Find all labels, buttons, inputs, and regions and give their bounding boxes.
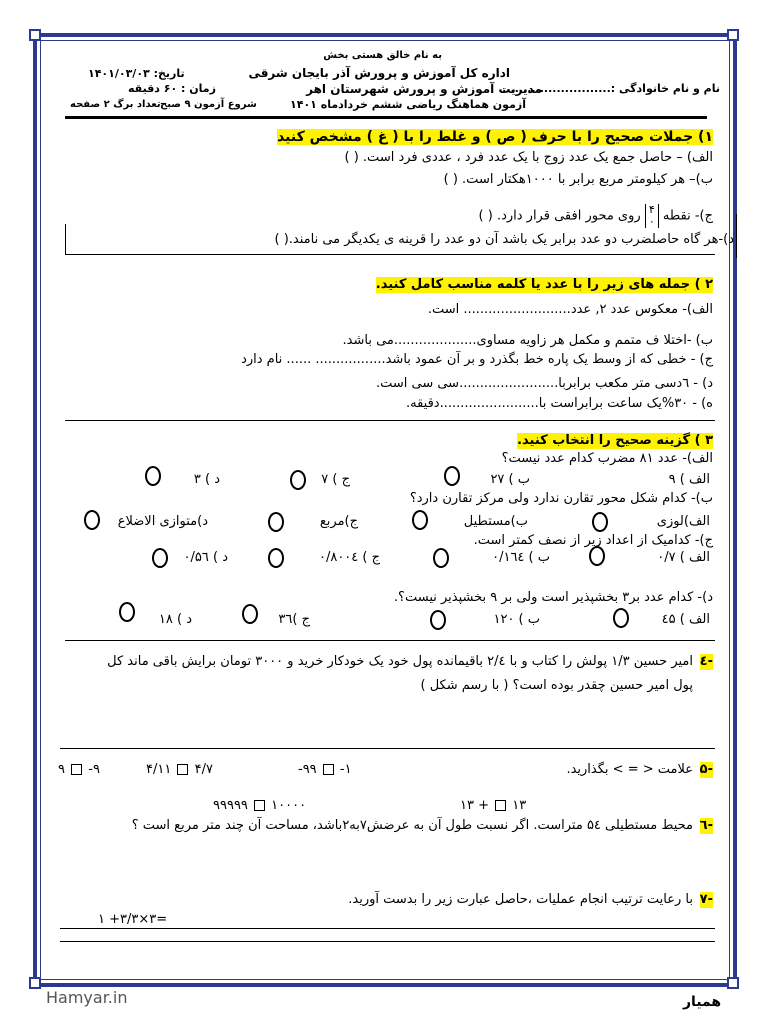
- answer-circle[interactable]: [589, 546, 605, 566]
- header-exam: آزمون هماهنگ ریاضی ششم خردادماه ۱۴۰۱: [290, 98, 526, 111]
- header-divider: [65, 116, 707, 119]
- border-corner: [29, 977, 41, 989]
- section-divider: [60, 941, 715, 942]
- header-start: شروع آزمون ۹ صبح: [160, 99, 257, 110]
- q2-title: ۲ ) جمله های زیر را با عدد یا کلمه مناسب کامل کنید.: [375, 277, 713, 292]
- q2-d: د) - ٦دسی متر مکعب برابربا........................سی سی است.: [375, 376, 713, 391]
- q3-c-question: ج)- کدامیک از اعداد زیر از نصف کمتر است.: [473, 533, 713, 548]
- q3-c-opt4: د ) ۰/۵٦: [183, 550, 228, 565]
- q2-c: ج) - خطی که از وسط یک پاره خط بگذرد و بر آن عمود باشد................. ...... نام دارد: [241, 352, 713, 367]
- answer-circle[interactable]: [145, 466, 161, 486]
- header-dept: اداره کل آموزش و پرورش آذر بایجان شرقی: [248, 66, 510, 80]
- answer-circle[interactable]: [290, 470, 306, 490]
- answer-circle[interactable]: [268, 512, 284, 532]
- point-vector: ۴ ۰: [645, 204, 659, 228]
- border-corner: [727, 29, 739, 41]
- q1-title: ۱) جملات صحیح را با حرف ( ص ) و غلط را با ( غ ) مشخص کنید: [277, 129, 713, 145]
- q3-d-opt2: ب ) ۱۲۰: [493, 612, 540, 627]
- answer-circle[interactable]: [433, 548, 449, 568]
- q1-d: د)-هر گاه حاصلضرب دو عدد برابر یک باشد آن دو عدد را قرینه ی یکدیگر می نامند.( ): [274, 232, 734, 247]
- q3-b-question: ب)- کدام شکل محور تقارن ندارد ولی مرکز تقارن دارد؟: [409, 491, 713, 506]
- q4-line1: امیر حسین ۱/۳ پولش را کتاب و با ۲/٤ باقیمانده پول خود یک خودکار خرید و ۳۰۰۰ تومان برایش باقی ماند کل: [107, 654, 693, 669]
- q3-b-opt1: الف)لوزی: [656, 514, 710, 529]
- q4-line2: پول امیر حسین چقدر بوده است؟ ( با رسم شکل ): [420, 678, 693, 693]
- header-management: مدیریت آموزش و پرورش شهرستان اهر: [306, 82, 542, 96]
- q3-b-opt2: ب)مستطیل: [463, 514, 528, 529]
- q2-a: الف)- معکوس عدد ۲, عدد.......................... است.: [427, 302, 713, 317]
- q3-c-opt1: الف ) ۰/۷: [657, 550, 710, 565]
- header-date: تاریخ: ۱۴۰۱/۰۳/۰۳: [88, 67, 185, 80]
- side-mark: [65, 224, 66, 254]
- q6-text: محیط مستطیلی ۵٤ متراست. اگر نسبت طول آن به عرضش۷به۲باشد، مساحت آن چند متر مربع است ؟: [131, 818, 693, 833]
- name-field: نام و نام خانوادگی :..........................: [502, 82, 720, 95]
- q5-item1: -۹۹ -۱: [298, 762, 352, 777]
- answer-circle[interactable]: [152, 548, 168, 568]
- q7-expression: ۱ +۳/۳×۳=: [98, 912, 168, 927]
- brand-logo-text: همیار: [683, 994, 722, 1010]
- answer-circle[interactable]: [119, 602, 135, 622]
- q3-a-opt1: الف ) ۹: [668, 472, 710, 487]
- section-divider: [65, 254, 715, 255]
- q5-item3: ۹ -۹: [58, 762, 100, 777]
- q5-item4: ۱۳ + ۱۳: [460, 798, 527, 813]
- q2-e: ه) - ۳۰%یک ساعت برابراست با........................دقیقه.: [405, 396, 713, 411]
- q3-a-opt3: ج ) ۷: [321, 472, 350, 487]
- q3-title: ۳ ) گزینه صحیح را انتخاب کنید.: [517, 433, 713, 448]
- header-pages: تعداد برگ ۲ صفحه: [70, 99, 161, 110]
- q3-a-opt2: ب ) ۲۷: [490, 472, 530, 487]
- border-corner: [727, 977, 739, 989]
- section-divider: [60, 928, 715, 929]
- q2-b: ب) -اختلا ف متمم و مکمل هر زاویه مساوی....................می باشد.: [342, 333, 713, 348]
- q3-a-opt4: د ) ۳: [193, 472, 220, 487]
- q3-d-question: د)- کدام عدد بر۳ بخشپذیر است ولی بر ۹ بخشپذیر نیست؟.: [393, 590, 713, 605]
- compare-box[interactable]: [323, 764, 334, 775]
- q5-number: -۵: [699, 762, 713, 777]
- answer-circle[interactable]: [412, 510, 428, 530]
- section-divider: [65, 640, 715, 641]
- q7-number: -۷: [699, 892, 713, 907]
- basmala: به نام خالق هستی بخش: [323, 50, 442, 61]
- q5-text: علامت < = > بگذارید.: [566, 762, 693, 777]
- q6-number: -٦: [699, 818, 713, 833]
- compare-box[interactable]: [495, 800, 506, 811]
- q5-item2: ۴/۱۱ ۴/۷: [146, 762, 213, 777]
- border-corner: [29, 29, 41, 41]
- answer-circle[interactable]: [268, 548, 284, 568]
- compare-box[interactable]: [254, 800, 265, 811]
- watermark: Hamyar.in: [46, 988, 128, 1007]
- answer-circle[interactable]: [430, 610, 446, 630]
- compare-box[interactable]: [71, 764, 82, 775]
- q3-d-opt1: الف ) ٤۵: [661, 612, 710, 627]
- section-divider: [60, 748, 715, 749]
- q1-c: ج)- نقطه ۴ ۰ روی محور افقی قرار دارد. ( ): [478, 203, 713, 228]
- q1-a: الف) – حاصل جمع یک عدد زوج با یک عدد فرد ، عددی فرد است. ( ): [344, 150, 713, 165]
- q3-d-opt3: ج )۳٦: [278, 612, 310, 627]
- answer-circle[interactable]: [242, 604, 258, 624]
- q3-b-opt4: د)متوازی الاضلاع: [117, 514, 208, 529]
- compare-box[interactable]: [177, 764, 188, 775]
- answer-circle[interactable]: [613, 608, 629, 628]
- q3-c-opt3: ج ) ۰/۸۰۰٤: [318, 550, 380, 565]
- q1-b: ب)– هر کیلومتر مربع برابر با ۱۰۰۰هکتار است. ( ): [443, 172, 713, 187]
- header-time: زمان : ۶۰ دقیقه: [128, 82, 216, 95]
- answer-circle[interactable]: [84, 510, 100, 530]
- q3-c-opt2: ب ) ۰/۱٦٤: [492, 550, 550, 565]
- q3-a-question: الف)- عدد ۸۱ مضرب کدام عدد نیست؟: [501, 451, 713, 466]
- q5-item5: ۹۹۹۹۹ ۱۰۰۰۰: [213, 798, 307, 813]
- side-mark: [736, 214, 737, 258]
- q7-text: با رعایت ترتیب انجام عملیات ،حاصل عبارت زیر را بدست آورید.: [348, 892, 693, 907]
- answer-circle[interactable]: [592, 512, 608, 532]
- q3-d-opt4: د ) ۱۸: [158, 612, 192, 627]
- q3-b-opt3: ج)مربع: [319, 514, 358, 529]
- q4-number: -٤: [699, 654, 713, 669]
- section-divider: [65, 420, 715, 421]
- answer-circle[interactable]: [444, 466, 460, 486]
